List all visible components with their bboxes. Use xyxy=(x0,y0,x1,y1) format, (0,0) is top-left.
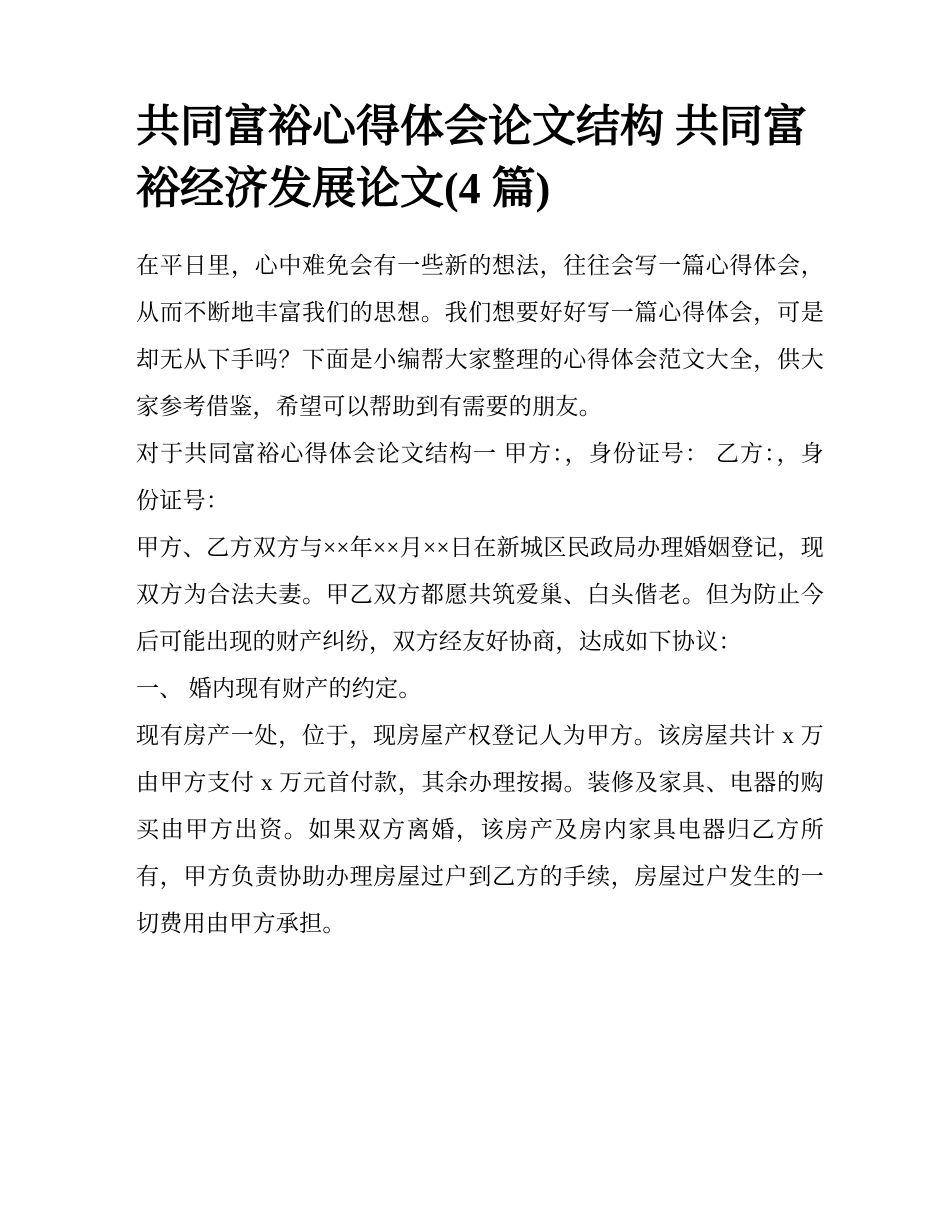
paragraph-marriage-registration: 甲方、乙方双方与××年××月××日在新城区民政局办理婚姻登记，现双方为合法夫妻。甲乙双方都愿共筑爱巢、白头偕老。但为防止今后可能出现的财产纠纷，双方经友好协商，达成如下协议： xyxy=(136,535,824,654)
paragraph-property-terms: 现有房产一处，位于，现房屋产权登记人为甲方。该房屋共计 x 万由甲方支付 x 万元首付款，其余办理按揭。装修及家具、电器的购买由甲方出资。如果双方离婚，该房产及房内家具电器归乙方所有，甲方负责协助办理房屋过户到乙方的手续，房屋过户发生的一切费用由甲方承担。 xyxy=(136,723,824,936)
paragraph-intro: 在平日里，心中难免会有一些新的想法，往往会写一篇心得体会，从而不断地丰富我们的思想。我们想要好好写一篇心得体会，可是却无从下手吗？下面是小编帮大家整理的心得体会范文大全，供大家参考借鉴，希望可以帮助到有需要的朋友。 xyxy=(136,253,824,419)
paragraph-section-one-heading: 一、 婚内现有财产的约定。 xyxy=(136,676,422,701)
paragraph-parties: 对于共同富裕心得体会论文结构一 甲方：，身份证号： 乙方：，身份证号： xyxy=(136,441,824,513)
document-title: 共同富裕心得体会论文结构 共同富裕经济发展论文(4 篇) xyxy=(136,102,807,213)
